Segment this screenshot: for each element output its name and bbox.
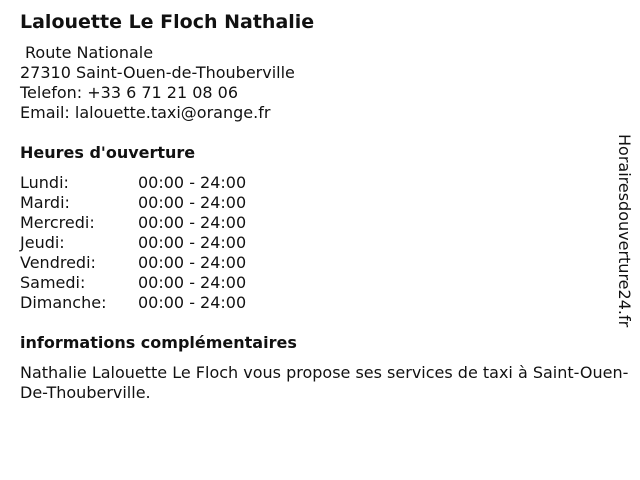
- hours-day: Lundi:: [20, 173, 69, 192]
- opening-hours-table: [20, 173, 616, 313]
- hours-day: Vendredi:: [20, 253, 96, 272]
- hours-row: [20, 273, 616, 293]
- hours-time: 00:00 - 24:00: [138, 213, 247, 232]
- hours-time: 00:00 - 24:00: [138, 173, 247, 192]
- hours-time: 00:00 - 24:00: [138, 193, 247, 212]
- email-address: Email: lalouette.taxi@orange.fr: [20, 103, 271, 122]
- opening-hours-title: Heures d'ouverture: [20, 143, 196, 162]
- street-address: Route Nationale: [25, 43, 154, 62]
- hours-row: [20, 213, 616, 233]
- additional-info-title: informations complémentaires: [20, 333, 297, 352]
- phone-number: Telefon: +33 6 71 21 08 06: [20, 83, 239, 102]
- hours-day: Mercredi:: [20, 213, 95, 232]
- hours-time: 00:00 - 24:00: [138, 253, 247, 272]
- hours-row: [20, 233, 616, 253]
- hours-time: 00:00 - 24:00: [138, 293, 247, 312]
- hours-row: [20, 193, 616, 213]
- hours-row: [20, 293, 616, 313]
- hours-day: Samedi:: [20, 273, 86, 292]
- business-name: Lalouette Le Floch Nathalie: [20, 11, 315, 33]
- hours-time: 00:00 - 24:00: [138, 233, 247, 252]
- additional-info-text: Nathalie Lalouette Le Floch vous propose ses services de taxi à Saint-Ouen-De-Thouberville.: [20, 363, 629, 402]
- site-watermark: Horairesdouverture24.fr: [615, 134, 634, 328]
- hours-row: [20, 173, 616, 193]
- hours-day: Dimanche:: [20, 293, 107, 312]
- hours-row: [20, 253, 616, 273]
- hours-day: Mardi:: [20, 193, 70, 212]
- city-line: 27310 Saint-Ouen-de-Thouberville: [20, 63, 295, 82]
- hours-day: Jeudi:: [20, 233, 65, 252]
- hours-time: 00:00 - 24:00: [138, 273, 247, 292]
